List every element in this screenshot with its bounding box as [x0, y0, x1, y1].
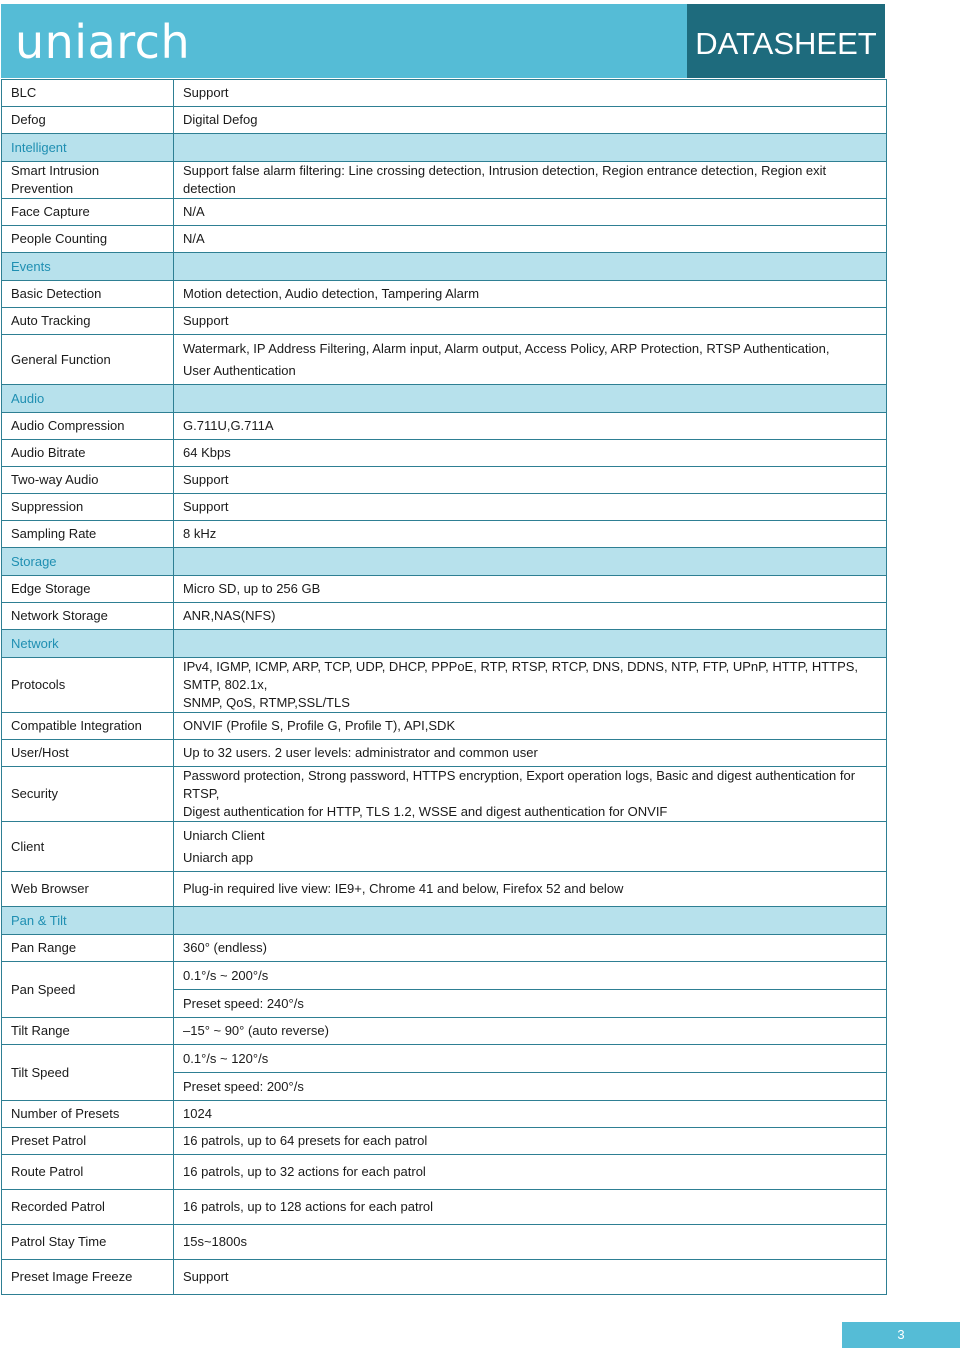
- table-row: [2, 1101, 887, 1128]
- section-header-row: [2, 385, 887, 413]
- row-label: Basic Detection: [2, 281, 174, 308]
- section-title: Storage: [2, 548, 174, 576]
- row-label: Network Storage: [2, 603, 174, 630]
- row-label: Pan Speed: [2, 962, 174, 1018]
- row-label: People Counting: [2, 226, 174, 253]
- brand-logo: uniarch: [15, 15, 191, 69]
- row-label: Sampling Rate: [2, 521, 174, 548]
- row-value: [174, 1260, 887, 1295]
- row-value: [174, 658, 887, 713]
- value-line: N/A: [183, 231, 205, 246]
- datasheet-badge: DATASHEET: [687, 4, 885, 78]
- section-header-row: [2, 907, 887, 935]
- value-line: Uniarch Client: [183, 827, 265, 843]
- row-label: Two-way Audio: [2, 467, 174, 494]
- value-line: 16 patrols, up to 64 presets for each patrol: [183, 1133, 428, 1148]
- table-row: [2, 1155, 887, 1190]
- table-row: [2, 1260, 887, 1295]
- table-row: [2, 226, 887, 253]
- row-value: [174, 872, 887, 907]
- row-value: [174, 467, 887, 494]
- value-line: N/A: [183, 204, 205, 219]
- section-filler: [174, 907, 887, 935]
- value-line: Plug-in required live view: IE9+, Chrome 41 and below, Firefox 52 and below: [183, 881, 624, 896]
- value-line: SNMP, QoS, RTMP,SSL/TLS: [183, 695, 350, 710]
- value-line: Support: [183, 472, 229, 487]
- table-row: [2, 467, 887, 494]
- row-label: General Function: [2, 335, 174, 385]
- table-row: [2, 1018, 887, 1045]
- table-row: [2, 740, 887, 767]
- row-label: BLC: [2, 80, 174, 107]
- row-label: Tilt Range: [2, 1018, 174, 1045]
- row-value: [174, 107, 887, 134]
- value-line: ONVIF (Profile S, Profile G, Profile T), API,SDK: [183, 718, 456, 733]
- row-value: [174, 162, 887, 199]
- table-row: [2, 872, 887, 907]
- page-header: [1, 4, 885, 78]
- row-value: [174, 308, 887, 335]
- row-value: [174, 440, 887, 467]
- section-filler: [174, 385, 887, 413]
- row-value: [174, 822, 887, 872]
- value-line: Digest authentication for HTTP, TLS 1.2, WSSE and digest authentication for ONVIF: [183, 804, 668, 819]
- section-filler: [174, 134, 887, 162]
- value-line: ANR,NAS(NFS): [183, 608, 276, 623]
- row-value: [174, 713, 887, 740]
- table-row: [2, 767, 887, 822]
- section-header-row: [2, 253, 887, 281]
- table-row: [2, 335, 887, 385]
- value-line: User Authentication: [183, 362, 296, 378]
- value-line: G.711U,G.711A: [183, 418, 274, 433]
- row-value: [174, 521, 887, 548]
- value-line: Password protection, Strong password, HTTPS encryption, Export operation logs, Basic and digest authentication for RTSP,: [183, 768, 856, 801]
- row-label: Pan Range: [2, 935, 174, 962]
- value-line: 64 Kbps: [183, 445, 231, 460]
- section-header-row: [2, 548, 887, 576]
- row-label: Audio Compression: [2, 413, 174, 440]
- value-line: 360° (endless): [183, 940, 267, 955]
- section-title: Audio: [2, 385, 174, 413]
- row-label: Route Patrol: [2, 1155, 174, 1190]
- table-row: [2, 281, 887, 308]
- row-label: User/Host: [2, 740, 174, 767]
- row-label: Face Capture: [2, 199, 174, 226]
- table-row: [2, 658, 887, 713]
- table-row: [2, 308, 887, 335]
- value-line: Support: [183, 1269, 229, 1284]
- table-row: [2, 494, 887, 521]
- row-label: Auto Tracking: [2, 308, 174, 335]
- table-row: [2, 521, 887, 548]
- row-value: [174, 1128, 887, 1155]
- value-line: IPv4, IGMP, ICMP, ARP, TCP, UDP, DHCP, PPPoE, RTP, RTSP, RTCP, DNS, DDNS, NTP, FTP, UPnP, HTTP, HTTPS, SMTP, 802.1x,: [183, 659, 859, 692]
- value-line: Motion detection, Audio detection, Tampering Alarm: [183, 286, 480, 301]
- value-line: 15s~1800s: [183, 1234, 247, 1249]
- row-value: 0.1°/s ~ 200°/s: [174, 962, 887, 990]
- row-value: [174, 576, 887, 603]
- row-label: Defog: [2, 107, 174, 134]
- row-label: Audio Bitrate: [2, 440, 174, 467]
- row-value-secondary: Preset speed: 200°/s: [174, 1073, 887, 1101]
- row-value: [174, 767, 887, 822]
- row-label: Preset Patrol: [2, 1128, 174, 1155]
- value-line: 8 kHz: [183, 526, 217, 541]
- table-row: [2, 713, 887, 740]
- row-label: Edge Storage: [2, 576, 174, 603]
- row-label: Web Browser: [2, 872, 174, 907]
- value-line: Watermark, IP Address Filtering, Alarm input, Alarm output, Access Policy, ARP Protection, RTSP Authentication,: [183, 340, 830, 356]
- row-label: Recorded Patrol: [2, 1190, 174, 1225]
- value-line: Micro SD, up to 256 GB: [183, 581, 321, 596]
- row-value: [174, 1225, 887, 1260]
- value-line: Support: [183, 499, 229, 514]
- table-row: [2, 822, 887, 872]
- value-line: Uniarch app: [183, 849, 254, 865]
- table-row: [2, 162, 887, 199]
- table-row: [2, 603, 887, 630]
- table-row: [2, 935, 887, 962]
- row-value: [174, 281, 887, 308]
- value-line: Up to 32 users. 2 user levels: administrator and common user: [183, 745, 538, 760]
- row-label: Patrol Stay Time: [2, 1225, 174, 1260]
- table-row: [2, 962, 887, 990]
- table-row: [2, 1128, 887, 1155]
- row-label: Protocols: [2, 658, 174, 713]
- row-label: Client: [2, 822, 174, 872]
- row-value: [174, 1155, 887, 1190]
- value-line: 1024: [183, 1106, 212, 1121]
- value-line: Support: [183, 85, 229, 100]
- row-value: [174, 603, 887, 630]
- row-label: Security: [2, 767, 174, 822]
- value-line: 16 patrols, up to 32 actions for each patrol: [183, 1164, 426, 1179]
- row-label: Number of Presets: [2, 1101, 174, 1128]
- section-title: Intelligent: [2, 134, 174, 162]
- table-row: [2, 576, 887, 603]
- row-label: Smart Intrusion Prevention: [2, 162, 174, 199]
- table-row: [2, 107, 887, 134]
- section-header-row: [2, 134, 887, 162]
- table-row: [2, 413, 887, 440]
- table-row: [2, 80, 887, 107]
- table-row: [2, 1045, 887, 1073]
- section-title: Pan & Tilt: [2, 907, 174, 935]
- table-row: [2, 1190, 887, 1225]
- row-value: [174, 494, 887, 521]
- section-filler: [174, 548, 887, 576]
- row-value-secondary: Preset speed: 240°/s: [174, 990, 887, 1018]
- row-value: [174, 80, 887, 107]
- table-row: [2, 1225, 887, 1260]
- section-filler: [174, 253, 887, 281]
- value-line: Support: [183, 313, 229, 328]
- row-value: [174, 1101, 887, 1128]
- row-value: [174, 1018, 887, 1045]
- section-title: Events: [2, 253, 174, 281]
- section-header-row: [2, 630, 887, 658]
- row-label: Suppression: [2, 494, 174, 521]
- value-line: –15° ~ 90° (auto reverse): [183, 1023, 329, 1038]
- table-row: [2, 440, 887, 467]
- row-value: 0.1°/s ~ 120°/s: [174, 1045, 887, 1073]
- section-title: Network: [2, 630, 174, 658]
- section-filler: [174, 630, 887, 658]
- page-number: 3: [842, 1322, 960, 1348]
- row-label: Tilt Speed: [2, 1045, 174, 1101]
- spec-table: [1, 79, 887, 1295]
- row-value: [174, 413, 887, 440]
- value-line: Support false alarm filtering: Line crossing detection, Intrusion detection, Region entrance detection, Region exit detection: [183, 163, 827, 196]
- row-value: [174, 335, 887, 385]
- row-value: [174, 226, 887, 253]
- row-value: [174, 935, 887, 962]
- row-label: Preset Image Freeze: [2, 1260, 174, 1295]
- row-value: [174, 1190, 887, 1225]
- value-line: Digital Defog: [183, 112, 258, 127]
- row-label: Compatible Integration: [2, 713, 174, 740]
- row-value: [174, 740, 887, 767]
- value-line: 16 patrols, up to 128 actions for each patrol: [183, 1199, 434, 1214]
- row-value: [174, 199, 887, 226]
- table-row: [2, 199, 887, 226]
